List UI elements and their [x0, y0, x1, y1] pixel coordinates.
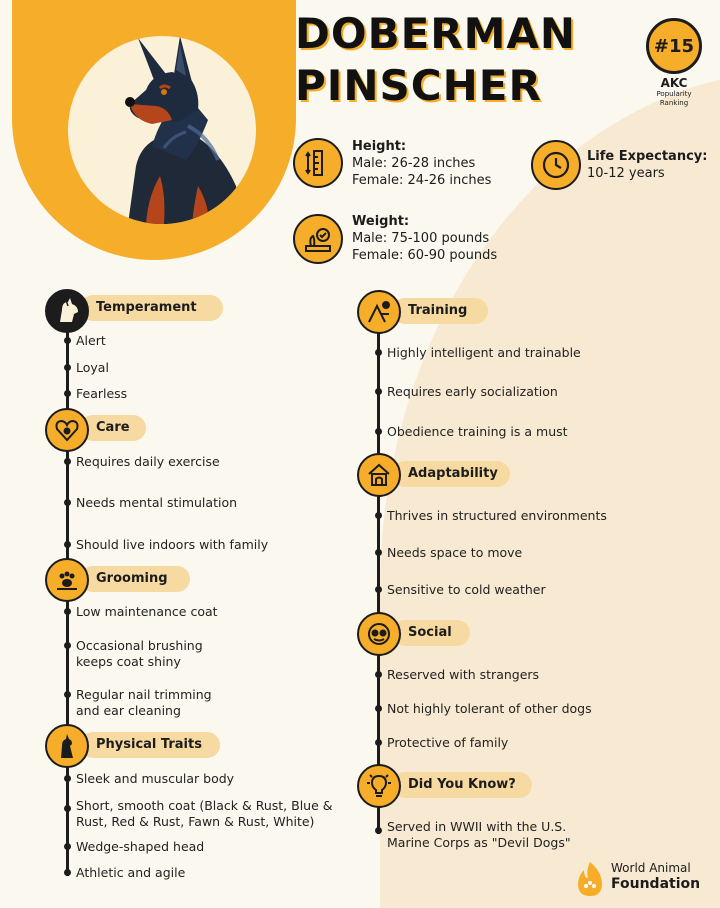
bullet [64, 364, 71, 371]
list-item-line: keeps coat shiny [76, 654, 181, 669]
title-line-2: PINSCHER [295, 61, 542, 110]
list-item-line: Marine Corps as "Devil Dogs" [387, 835, 571, 850]
bullet [64, 337, 71, 344]
list-item: Requires daily exercise [76, 454, 220, 469]
list-item: Alert [76, 333, 106, 348]
page-title [295, 8, 576, 112]
list-item-line: Short, smooth coat (Black & Rust, Blue & [76, 798, 333, 813]
height-label: Height: [352, 139, 407, 154]
dog-house-icon [357, 453, 401, 497]
list-item: Sensitive to cold weather [387, 582, 546, 597]
bullet [64, 691, 71, 698]
footer-brand-line-1: World Animal [611, 861, 691, 875]
list-item: Low maintenance coat [76, 604, 218, 619]
weight-female: Female: 60-90 pounds [352, 248, 498, 263]
list-item: Obedience training is a must [387, 424, 568, 439]
weight-label: Weight: [352, 214, 410, 229]
list-item: Should live indoors with family [76, 537, 269, 552]
bullet [375, 549, 382, 556]
section-training: Training [392, 298, 488, 324]
hero-banner [12, 0, 296, 260]
bullet [64, 642, 71, 649]
bullet [375, 428, 382, 435]
height-female: Female: 24-26 inches [352, 173, 492, 188]
list-item: Thrives in structured environments [387, 508, 607, 523]
bullet [64, 608, 71, 615]
bullet [64, 541, 71, 548]
bullet [375, 388, 382, 395]
height-stat [352, 138, 491, 189]
rank-subtitle [640, 90, 708, 108]
list-item: Reserved with strangers [387, 667, 540, 682]
title-line-1: DOBERMAN [295, 9, 577, 58]
list-item: Needs mental stimulation [76, 495, 238, 510]
list-item: Needs space to move [387, 545, 523, 560]
dog-portrait [68, 36, 256, 224]
clock-icon [531, 140, 581, 190]
bullet [64, 499, 71, 506]
list-item-line: and ear cleaning [76, 703, 181, 718]
list-item: Loyal [76, 360, 109, 375]
rank-org: AKC [660, 76, 688, 90]
section-adaptability: Adaptability [392, 461, 510, 487]
section-physical-traits: Physical Traits [80, 732, 220, 758]
grooming-icon [45, 558, 89, 602]
heart-paw-icon [45, 408, 89, 452]
bullet [375, 512, 382, 519]
bullet [64, 775, 71, 782]
bullet [375, 827, 382, 834]
scale-icon [293, 214, 343, 264]
section-temperament: Temperament [80, 295, 223, 321]
list-item: Highly intelligent and trainable [387, 345, 581, 360]
list-item: Not highly tolerant of other dogs [387, 701, 592, 716]
bullet [375, 671, 382, 678]
bullet [64, 805, 71, 812]
list-item: Requires early socialization [387, 384, 558, 399]
list-item: Fearless [76, 386, 128, 401]
lightbulb-icon [357, 764, 401, 808]
weight-male: Male: 75-100 pounds [352, 231, 490, 246]
social-dogs-icon [357, 612, 401, 656]
bullet [375, 586, 382, 593]
flame-paw-logo [572, 860, 608, 902]
life-value: 10-12 years [587, 166, 665, 181]
list-item-line: Rust, Red & Rust, Fawn & Rust, White) [76, 814, 315, 829]
list-item-line: Regular nail trimming [76, 687, 212, 702]
bullet [375, 349, 382, 356]
list-item-line: Occasional brushing [76, 638, 203, 653]
section-social: Social [392, 620, 470, 646]
bullet [64, 869, 71, 876]
list-item-line: Served in WWII with the U.S. [387, 819, 567, 834]
list-item [76, 638, 203, 670]
list-item: Sleek and muscular body [76, 771, 235, 786]
list-item: Athletic and agile [76, 865, 186, 880]
dog-head-icon [45, 289, 89, 333]
list-item [76, 798, 333, 830]
bullet [375, 739, 382, 746]
section-did-you-know: Did You Know? [392, 772, 532, 798]
life-label: Life Expectancy: [587, 149, 708, 164]
list-item [387, 819, 571, 851]
rank-badge: #15 [646, 18, 702, 74]
bullet [375, 705, 382, 712]
list-item: Wedge-shaped head [76, 839, 205, 854]
section-care: Care [80, 415, 146, 441]
weight-stat [352, 213, 497, 264]
bullet [64, 843, 71, 850]
list-item: Protective of family [387, 735, 509, 750]
list-item [76, 687, 212, 719]
rank-sub-line-2: Ranking [659, 99, 689, 107]
bullet [64, 390, 71, 397]
bullet [64, 458, 71, 465]
sitting-dog-icon [45, 724, 89, 768]
section-grooming: Grooming [80, 566, 190, 592]
height-male: Male: 26-28 inches [352, 156, 476, 171]
agility-icon [357, 290, 401, 334]
life-stat [587, 148, 707, 182]
ruler-icon [293, 138, 343, 188]
footer-brand-line-2: Foundation [611, 876, 701, 892]
rank-sub-line-1: Popularity [656, 90, 692, 98]
